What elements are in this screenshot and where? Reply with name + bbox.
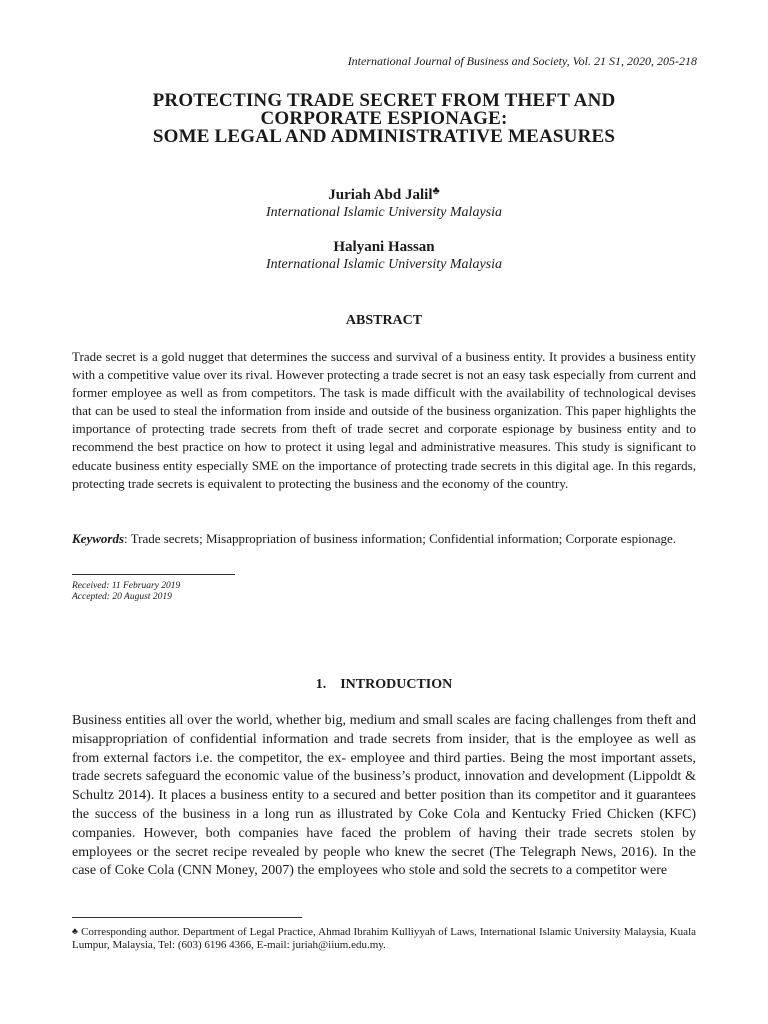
dates-divider <box>72 574 235 575</box>
introduction-text: Business entities all over the world, whether big, medium and small scales are facing challenges from theft and misappropriation of confidential information and trade secrets from insider, that is the employee as well as from external factors i.e. the competitor, the ex- employee and third parties. Being the most important assets, trade secrets safeguard the economic value of the business’s product, innovation and development (Lippoldt & Schultz 2014). It places a business entity to a secured and better position than its competitor and it guarantees the success of the business in a long run as illustrated by Coke Cola and Kentucky Fried Chicken (KFC) companies. However, both companies have faced the problem of having their trade secrets stolen by employees or the secret recipe revealed by people who knew the secret (The Telegraph News, 2016). In the case of Coke Cola (CNN Money, 2007) the employees who stole and sold the secrets to a competitor were <box>72 713 696 879</box>
title-line-2: CORPORATE ESPIONAGE: <box>260 108 508 129</box>
keywords-label: Keywords <box>72 531 124 546</box>
keywords-text: : Trade secrets; Misappropriation of business information; Confidential information; Corporate espionage. <box>124 531 677 546</box>
section-title: INTRODUCTION <box>340 677 453 692</box>
journal-header: International Journal of Business and Society, Vol. 21 S1, 2020, 205-218 <box>347 54 697 68</box>
accepted-date: Accepted: 20 August 2019 <box>72 591 172 602</box>
keywords <box>72 530 696 549</box>
abstract-heading: ABSTRACT <box>345 313 423 328</box>
title-line-1: PROTECTING TRADE SECRET FROM THEFT AND <box>152 90 616 111</box>
author-2-name: Halyani Hassan <box>333 239 435 255</box>
author-1-name <box>72 182 696 204</box>
section-heading-introduction <box>72 677 696 693</box>
received-date: Received: 11 February 2019 <box>72 581 181 591</box>
author-2 <box>72 238 696 274</box>
author-1 <box>72 182 696 222</box>
paper-title <box>72 92 696 146</box>
submission-dates <box>72 581 180 602</box>
footnote <box>72 925 696 952</box>
footnote-text: Corresponding author. Department of Legal Practice, Ahmad Ibrahim Kulliyyah of Laws, International Islamic University Malaysia, Kuala Lumpur, Malaysia, Tel: (603) 6196 4366, E-mail: juriah@iium.edu.my. <box>72 926 697 951</box>
corresponding-author-mark: ♣ <box>432 185 440 197</box>
author-2-affiliation: International Islamic University Malaysia <box>265 257 503 272</box>
footnote-mark: ♣ <box>72 926 79 936</box>
footnote-divider <box>72 917 302 918</box>
abstract-text: Trade secret is a gold nugget that determines the success and survival of a business entity. It provides a business entity with a competitive value over its rival. However protecting a trade secret is not an easy task especially from current and former employee as well as from competitors. The task is made difficult with the availability of technological devises that can be used to steal the information from inside and outside of the business organization. This paper highlights the importance of protecting trade secrets from theft of trade secret and corporate espionage by business entity and to recommend the best practice on how to protect it using legal and administrative measures. This study is significant to educate business entity especially SME on the importance of protecting trade secrets in this digital age. In this regards, protecting trade secrets is equivalent to protecting the business and the economy of the country. <box>72 349 696 491</box>
title-line-3: SOME LEGAL AND ADMINISTRATIVE MEASURES <box>152 126 616 147</box>
author-1-name-text: Juriah Abd Jalil <box>328 187 433 203</box>
author-1-affiliation: International Islamic University Malaysia <box>265 205 503 220</box>
section-number: 1. <box>315 677 327 692</box>
